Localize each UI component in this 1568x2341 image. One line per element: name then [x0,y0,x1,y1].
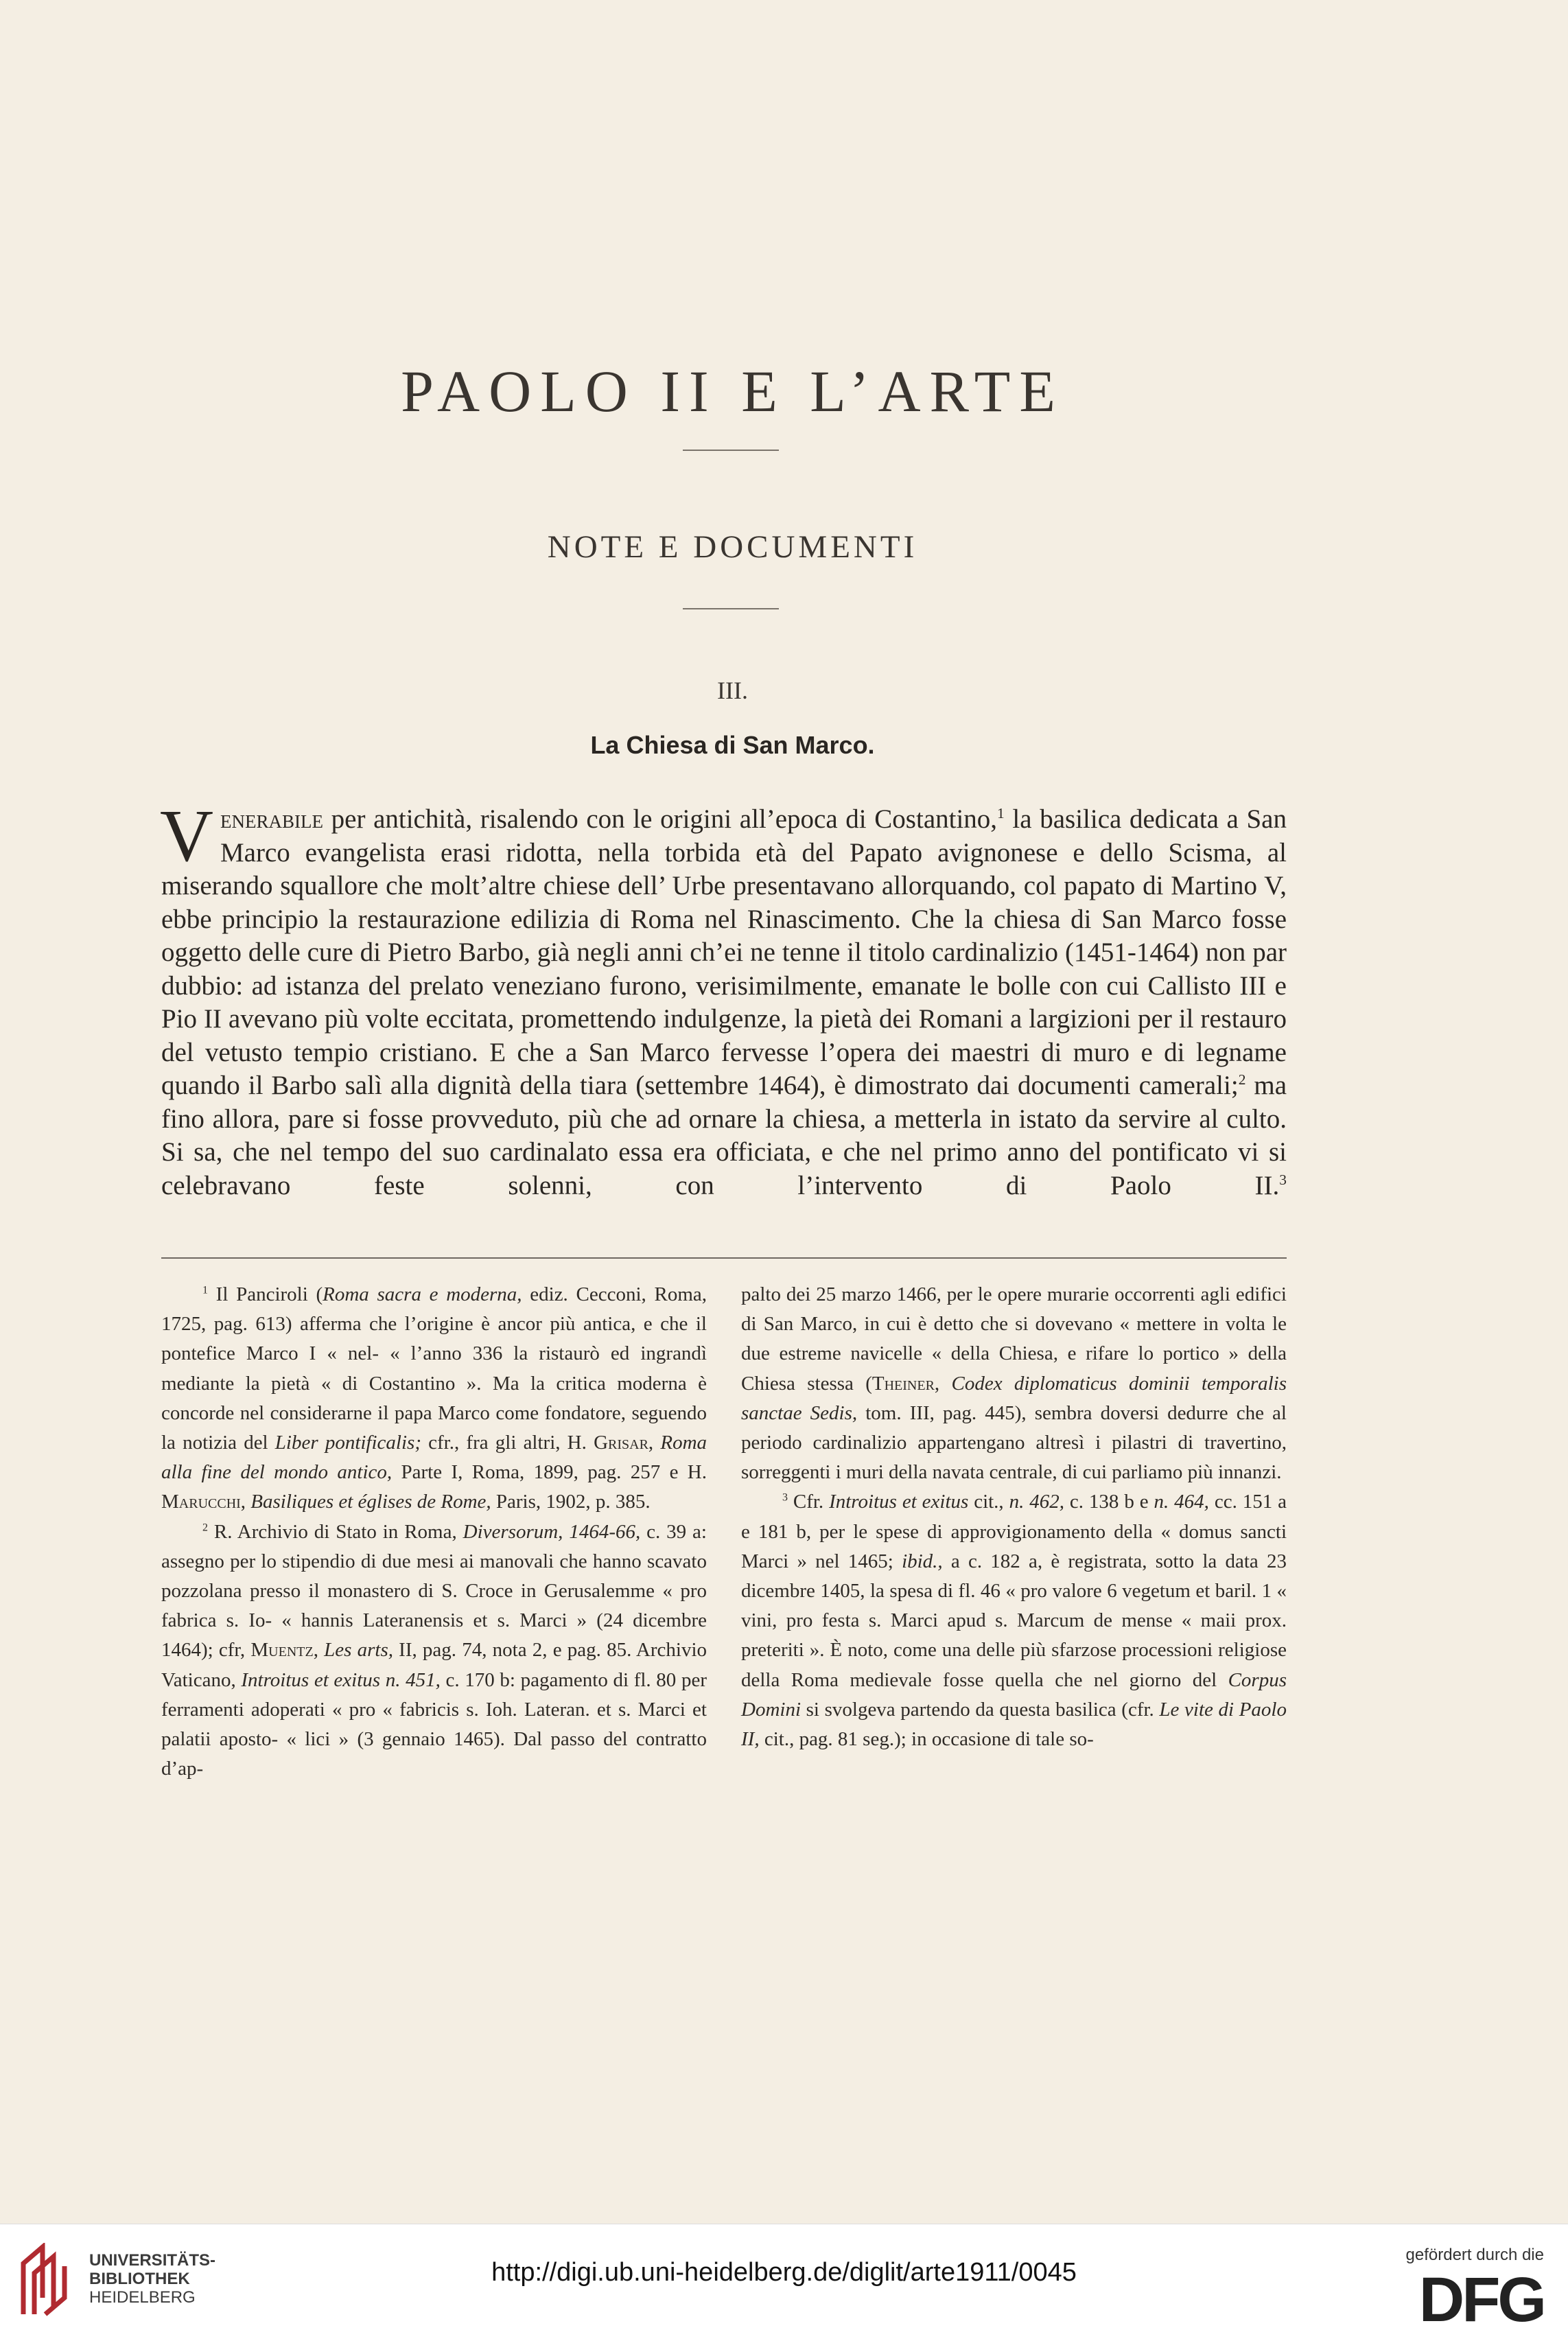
footnote-text: cit., [968,1491,1009,1513]
source-url-link[interactable]: http://digi.ub.uni-heidelberg.de/diglit/arte1911/0045 [491,2258,1077,2287]
footnote-text: si svolgeva partendo da questa basilica (cfr. [801,1698,1160,1721]
main-paragraph [160,795,1287,1202]
footnote-text: , [313,1639,325,1662]
footnote-text: c. 138 b e [1064,1491,1154,1513]
footnote-text: Parte I, Roma, 1899, pag. 257 e H. [392,1461,707,1484]
footnote-number: 2 [202,1521,208,1533]
citation-title: Les arts, [324,1639,393,1662]
footnote-2 [161,1517,707,1784]
footnote-text: cit., pag. 81 seg.); in occasione di tale so- [759,1728,1094,1751]
paragraph-text: per antichità, risalendo con le origini all’epoca di Costantino, [323,804,998,834]
citation-title: Roma alla fine del mondo antico, [161,1432,707,1484]
citation-title: Corpus Domini [741,1668,1287,1721]
section-number: III. [717,677,748,704]
article-title: PAOLO II E L’ARTE [401,358,1064,424]
footnote-1 [161,1280,707,1517]
note-ref: 2 [1238,1071,1246,1088]
footnote-text: cfr., fra gli altri, H. [421,1432,594,1454]
footnote-text: ediz. Cecconi, Roma, 1725, pag. 613) afferma che l’origine è ancor più antica, e che il pontefice Marco I « nel- « l’anno 336 la ristaurò ed ingrandì mediante la pietà « di Costantino ». Ma la critica moderna è concorde nel considerarne il papa Marco come fondatore, seguendo la notizia del [161,1283,707,1454]
citation-title: Basiliques et églises de Rome, [250,1491,491,1513]
drop-cap: V [160,795,213,877]
footnotes-right-column [741,1280,1287,1754]
paragraph-text: ma fino allora, pare si fosse provveduto, più che ad ornare la chiesa, a metterla in istato da servire al culto. Si sa, che nel tempo del suo cardinalato essa era officiata, e che nel primo anno del pontificato vi si celebravano feste solenni, con l’intervento di Paolo II. [161,1071,1287,1200]
footnote-number: 1 [202,1284,208,1296]
footnote-number: 3 [782,1491,788,1504]
subtitle-divider [683,608,779,609]
author-name: Theiner [871,1372,935,1395]
footnote-text: II, pag. 74, nota 2, e pag. 85. Archivio Vaticano, [161,1639,707,1691]
library-name-line: BIBLIOTHEK [89,2270,190,2288]
article-subtitle: NOTE E DOCUMENTI [547,529,918,565]
footnote-2-continued [741,1280,1287,1487]
citation-title: n. 464, [1154,1491,1209,1513]
note-ref: 3 [1279,1171,1287,1188]
paragraph-text: la basilica dedicata a San Marco evangelista erasi ridotta, nella torbida età del Papato avignonese e dello Scisma, al miserando squallore che molt’altre chiese dell’ Urbe presentavano allorquando, col papato di Martino V, ebbe principio la restaurazione edilizia di Roma nel Rinascimento. Che la chiesa di San Marco fosse oggetto delle cure di Pietro Barbo, già negli anni ch’ei ne tenne il titolo cardinalizio (1451-1464) non par dubbio: ad istanza del prelato veneziano furono, verisimilmente, emanate le bolle con cui Callisto III e Pio II avevano più volte eccitata, promettendo indulgenze, la pietà dei Romani a largizioni per il restauro del vetusto tempio cristiano. E che a San Marco fervesse l’opera dei maestri di muro e di legname quando il Barbo salì alla dignità della tiara (settembre 1464), è dimostrato dai documenti camerali; [161,804,1287,1100]
footnote-text: palto dei 25 marzo 1466, per le opere murarie occorrenti agli edifici di San Marco, in cui è detto che si dovevano « mettere in volta le due estreme navicelle « della Chiesa, e rifare lo portico » della Chiesa stessa ( [741,1283,1287,1395]
library-name-line: HEIDELBERG [89,2288,196,2307]
citation-title: Introitus et exitus [829,1491,969,1513]
title-divider [683,450,779,451]
citation-title: n. 462, [1009,1491,1064,1513]
citation-title: ibid., [902,1550,943,1572]
library-name-line: UNIVERSITÄTS- [89,2251,216,2270]
citation-title: Le vite di Paolo II, [741,1698,1287,1751]
lead-word: enerabile [220,804,323,834]
footnote-text: , [240,1491,251,1513]
footnote-text: Cfr. [787,1491,830,1513]
footnote-text: Il Panciroli ( [207,1283,323,1305]
footnote-text: a c. 182 a, è registrata, sotto la data 23 dicembre 1405, la spesa di fl. 46 « pro valore 6 vegetum et baril. 1 « vini, pro festa s. Marci apud s. Marcum de mense « maii prox. preteriti ». È noto, come una delle più sfarzose processioni religiose della Roma medievale fosse quella che nel giorno del [741,1550,1287,1691]
citation-title: Roma sacra e moderna, [323,1283,522,1305]
footnote-text: Paris, 1902, p. 385. [491,1491,651,1513]
footnote-separator [161,1257,1287,1259]
footnote-text: cc. 151 a e 181 b, per le spese di approvigionamento della « domus sancti Marci » nel 1465; [741,1491,1287,1572]
footnote-text: tom. III, pag. 445), sembra doversi dedurre che al periodo cardinalizio appartengano altresì i pilastri di travertino, sorreggenti i muri della navata centrale, di cui parliamo più innanzi. [741,1401,1287,1484]
footnote-text: c. 170 b: pagamento di fl. 80 per ferramenti adoperati « pro « fabricis s. Ioh. Lateran. et s. Marci et palatii aposto- « lici » (3 gennaio 1465). Dal passo del contratto d’ap- [161,1668,707,1780]
author-name: Marucchi [161,1491,241,1513]
footnote-3 [741,1487,1287,1754]
dfg-logo-icon[interactable]: DFG [1418,2265,1544,2335]
footnotes-left-column [161,1280,707,1784]
citation-title: Codex diplomaticus dominii temporalis sanctae Sedis, [741,1372,1287,1424]
footnote-text: c. 39 a: assegno per lo stipendio di due mesi ai manovali che hanno scavato pozzolana presso il monastero di S. Croce in Gerusalemme « pro fabrica s. Io- « hannis Lateranensis et s. Marci » (24 dicembre 1464); cfr, [161,1520,707,1662]
footnote-text: , [648,1432,661,1454]
note-ref: 1 [997,805,1005,822]
citation-title: Liber pontificalis; [274,1432,421,1454]
citation-title: Diversorum, 1464-66, [463,1520,641,1543]
section-title: La Chiesa di San Marco. [590,731,875,759]
footnote-text: , [934,1372,952,1395]
citation-title: Introitus et exitus n. 451, [241,1668,441,1691]
author-name: Muentz [250,1639,314,1662]
funding-caption: gefördert durch die [1405,2246,1544,2264]
footnote-text: R. Archivio di Stato in Roma, [207,1520,463,1543]
author-name: Grisar [594,1432,648,1454]
